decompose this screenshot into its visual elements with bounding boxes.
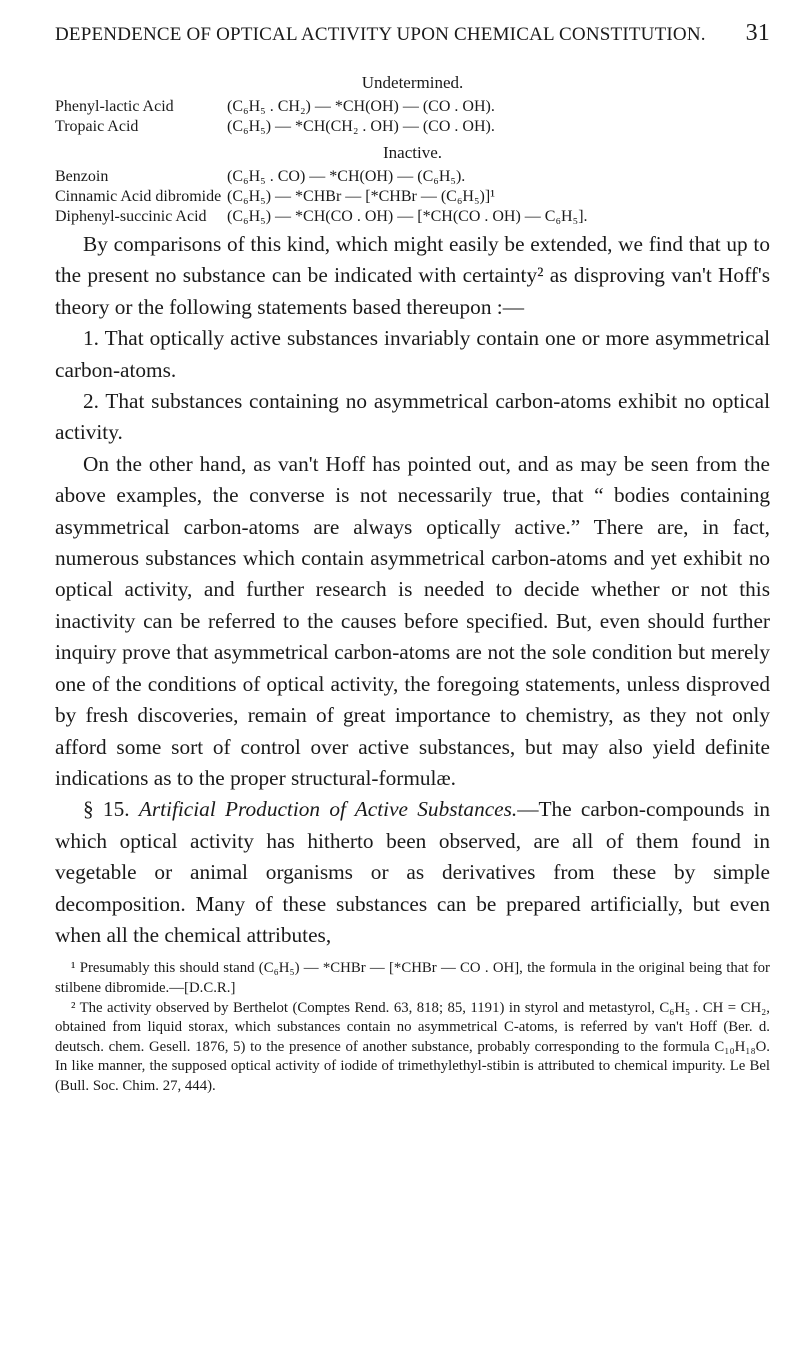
section-15-paragraph xyxy=(55,794,770,951)
statement-item: 1. That optically active substances invariably contain one or more asymmetrical carbon-atoms. xyxy=(55,326,770,382)
running-head-title: DEPENDENCE OF OPTICAL ACTIVITY UPON CHEMICAL CONSTITUTION. xyxy=(55,24,706,45)
compound-name: Tropaic Acid xyxy=(55,118,139,135)
section-text: —The carbon-compounds in which optical activity has hitherto been observed, are all of them found in vegetable or animal organisms or as derivatives from these by simple decomposition. Many of these substances can be prepared artificially, but even when all the chemical attributes, xyxy=(55,797,771,947)
paragraph-converse: On the other hand, as van't Hoff has pointed out, and as may be seen from the above examples, the converse is not necessarily true, that “ bodies containing asymmetrical carbon-atoms are always optically active.” There are, in fact, numerous substances which contain asymmetrical carbon-atoms and yet exhibit no optical activity, and further research is needed to decide whether or not this inactivity can be referred to the causes before specified. But, even should further inquiry prove that asymmetrical carbon-atoms are not the sole condition but merely one of the conditions of optical activity, the foregoing statements, unless disproved by fresh discoveries, remain of great importance to chemistry, as they not only afford some sort of control over active substances, but may also yield definite indications as to the proper structural-formulæ. xyxy=(55,451,770,790)
running-head xyxy=(55,20,770,47)
compound-formula: (C₆H₅ . CO) — *CH(OH) — (C₆H₅). xyxy=(227,168,466,185)
paragraph-comparisons: By comparisons of this kind, which might easily be extended, we find that up to the present no substance can be indicated with certainty² as disproving van't Hoff's theory or the following statements based thereupon :— xyxy=(55,232,770,319)
book-page xyxy=(55,20,770,1097)
statement-list xyxy=(55,323,770,449)
compound-formula: (C₆H₅) — *CH(CO . OH) — [*CH(CO . OH) — C₆H₅]. xyxy=(227,208,588,225)
statement-item: 2. That substances containing no asymmetrical carbon-atoms exhibit no optical activity. xyxy=(55,389,770,445)
footnote-1: ¹ Presumably this should stand (C₆H₅) — *CHBr — [*CHBr — CO . OH], the formula in the original being that for stilbene dibromide.—[D.C.R.] xyxy=(55,960,770,996)
footnotes xyxy=(55,959,770,1096)
compound-name: Benzoin xyxy=(55,168,109,185)
formula-row xyxy=(55,117,495,137)
inactive-formula-table xyxy=(55,167,588,227)
footnote-2: ² The activity observed by Berthelot (Comptes Rend. 63, 818; 85, 1191) in styrol and metastyrol, C₆H₅ . CH = CH₂, obtained from liquid storax, which substances contain no asymmetrical C-atoms, is referred by van't Hoff (Ber. d. deutsch. chem. Gesell. 1876, 5) to the presence of another substance, probably corresponding to the formula C₁₀H₁₈O. In like manner, the supposed optical activity of iodide of trimethylethyl-stibin is attributed to chemical impurity. Le Bel (Bull. Soc. Chim. 27, 444). xyxy=(55,999,770,1094)
compound-formula: (C₆H₅) — *CH(CH₂ . OH) — (CO . OH). xyxy=(227,118,495,135)
section-number: § 15. xyxy=(83,797,130,822)
undetermined-heading: Undetermined. xyxy=(361,73,464,92)
compound-formula: (C₆H₅) — *CHBr — [*CHBr — (C₆H₅)]¹ xyxy=(227,188,495,205)
inactive-heading: Inactive. xyxy=(383,143,442,162)
formula-row xyxy=(55,97,495,117)
formula-row xyxy=(55,207,588,227)
compound-formula: (C₆H₅ . CH₂) — *CH(OH) — (CO . OH). xyxy=(227,98,495,115)
compound-name: Phenyl-lactic Acid xyxy=(55,98,174,115)
compound-name: Diphenyl-succinic Acid xyxy=(55,208,207,225)
section-title: Artificial Production of Active Substances. xyxy=(138,797,518,822)
undetermined-formula-table xyxy=(55,97,495,137)
compound-name: Cinnamic Acid dibromide xyxy=(55,188,222,205)
formula-row xyxy=(55,187,588,207)
page-number: 31 xyxy=(745,20,770,46)
formula-row xyxy=(55,167,588,187)
